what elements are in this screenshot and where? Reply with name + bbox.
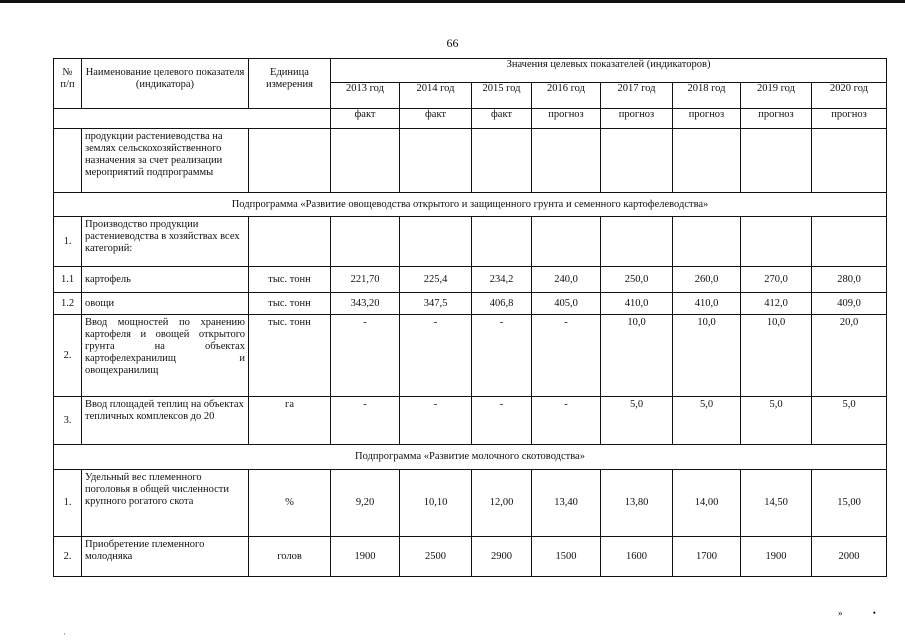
row-value-2014-год: - <box>400 397 472 445</box>
header-row-1 <box>54 59 887 83</box>
continuation-text: продукции растениеводства на землях сельскохозяйственного назначения за счет реализации мероприятий подпрограммы <box>82 129 249 193</box>
row-value-2013-год: 9,20 <box>331 470 400 537</box>
row-value-2014-год: 10,10 <box>400 470 472 537</box>
row-value-2015-год: 406,8 <box>472 293 532 315</box>
continuation-row <box>54 129 887 193</box>
header-name: Наименование целевого показателя (индикатора) <box>82 59 249 109</box>
section-title: Подпрограмма «Развитие овощеводства открытого и защищенного грунта и семенного картофелеводства» <box>54 193 887 217</box>
table-row <box>54 293 887 315</box>
row-value-2017-год: 410,0 <box>601 293 673 315</box>
row-value-2020-год: 15,00 <box>812 470 887 537</box>
header-type-4: прогноз <box>601 109 673 129</box>
row-value-2020-год: 5,0 <box>812 397 887 445</box>
row-value-2018-год: 1700 <box>673 537 741 577</box>
row-value-2018-год: 260,0 <box>673 267 741 293</box>
row-value-2017-год: 10,0 <box>601 315 673 397</box>
continuation-value-cell <box>601 129 673 193</box>
row-value-2016-год: - <box>532 397 601 445</box>
row-indicator-name: Ввод мощностей по хранению картофеля и овощей открытого грунта на объектах картофелехранилищ и овощехранилищ <box>82 315 249 397</box>
row-indicator-name: Приобретение племенного молодняка <box>82 537 249 577</box>
row-value-2015-год: - <box>472 315 532 397</box>
row-value-2019-год: 1900 <box>741 537 812 577</box>
row-value-2019-год: 412,0 <box>741 293 812 315</box>
header-types-spacer <box>54 109 331 129</box>
indicators-table <box>53 58 887 577</box>
row-value-2016-год <box>532 217 601 267</box>
continuation-unit <box>249 129 331 193</box>
header-year-1: 2014 год <box>400 83 472 109</box>
header-type-7: прогноз <box>812 109 887 129</box>
row-unit: тыс. тонн <box>249 267 331 293</box>
row-value-2020-год: 20,0 <box>812 315 887 397</box>
row-value-2014-год: - <box>400 315 472 397</box>
row-number: 2. <box>54 315 82 397</box>
row-value-2019-год: 270,0 <box>741 267 812 293</box>
header-year-4: 2017 год <box>601 83 673 109</box>
header-type-6: прогноз <box>741 109 812 129</box>
table-row <box>54 315 887 397</box>
row-value-2016-год: 405,0 <box>532 293 601 315</box>
row-unit: тыс. тонн <box>249 315 331 397</box>
footer-marks: » • <box>838 608 890 618</box>
row-value-2013-год <box>331 217 400 267</box>
header-values-group: Значения целевых показателей (индикаторов) <box>331 59 887 83</box>
row-value-2018-год: 5,0 <box>673 397 741 445</box>
row-value-2016-год: 13,40 <box>532 470 601 537</box>
row-value-2013-год: - <box>331 315 400 397</box>
header-year-5: 2018 год <box>673 83 741 109</box>
header-type-2: факт <box>472 109 532 129</box>
row-value-2017-год: 5,0 <box>601 397 673 445</box>
row-number: 1.1 <box>54 267 82 293</box>
row-value-2018-год: 14,00 <box>673 470 741 537</box>
row-value-2020-год: 280,0 <box>812 267 887 293</box>
header-num: № п/п <box>54 59 82 109</box>
row-value-2013-год: 343,20 <box>331 293 400 315</box>
continuation-value-cell <box>812 129 887 193</box>
row-unit: % <box>249 470 331 537</box>
row-value-2014-год: 225,4 <box>400 267 472 293</box>
row-number: 1.2 <box>54 293 82 315</box>
header-type-1: факт <box>400 109 472 129</box>
row-value-2018-год <box>673 217 741 267</box>
row-number: 1. <box>54 217 82 267</box>
page-number: 66 <box>446 36 459 50</box>
continuation-value-cell <box>532 129 601 193</box>
row-value-2014-год: 347,5 <box>400 293 472 315</box>
row-value-2020-год: 409,0 <box>812 293 887 315</box>
header-year-0: 2013 год <box>331 83 400 109</box>
table-row <box>54 397 887 445</box>
row-value-2020-год: 2000 <box>812 537 887 577</box>
row-value-2016-год: - <box>532 315 601 397</box>
row-value-2019-год: 10,0 <box>741 315 812 397</box>
row-value-2015-год: 12,00 <box>472 470 532 537</box>
continuation-value-cell <box>331 129 400 193</box>
header-year-7: 2020 год <box>812 83 887 109</box>
header-type-0: факт <box>331 109 400 129</box>
row-unit: тыс. тонн <box>249 293 331 315</box>
row-indicator-name: овощи <box>82 293 249 315</box>
top-rule <box>0 0 905 3</box>
row-value-2015-год: 234,2 <box>472 267 532 293</box>
row-value-2014-год: 2500 <box>400 537 472 577</box>
continuation-value-cell <box>673 129 741 193</box>
row-unit: голов <box>249 537 331 577</box>
row-number: 3. <box>54 397 82 445</box>
row-indicator-name: Производство продукции растениеводства в хозяйствах всех категорий: <box>82 217 249 267</box>
footer-tick: · <box>63 630 66 639</box>
continuation-value-cell <box>400 129 472 193</box>
table-row <box>54 267 887 293</box>
table-row <box>54 470 887 537</box>
table-row <box>54 217 887 267</box>
row-value-2013-год: 221,70 <box>331 267 400 293</box>
row-indicator-name: Удельный вес племенного поголовья в общей численности крупного рогатого скота <box>82 470 249 537</box>
row-unit <box>249 217 331 267</box>
row-value-2016-год: 240,0 <box>532 267 601 293</box>
row-value-2015-год: 2900 <box>472 537 532 577</box>
section-header-row <box>54 193 887 217</box>
continuation-num <box>54 129 82 193</box>
row-value-2019-год: 14,50 <box>741 470 812 537</box>
row-value-2014-год <box>400 217 472 267</box>
header-types-row <box>54 109 887 129</box>
row-value-2013-год: 1900 <box>331 537 400 577</box>
row-indicator-name: Ввод площадей теплиц на объектах тепличных комплексов до 20 <box>82 397 249 445</box>
row-value-2017-год <box>601 217 673 267</box>
row-value-2013-год: - <box>331 397 400 445</box>
header-year-3: 2016 год <box>532 83 601 109</box>
table-row <box>54 537 887 577</box>
continuation-value-cell <box>472 129 532 193</box>
row-indicator-name: картофель <box>82 267 249 293</box>
header-unit: Единица измерения <box>249 59 331 109</box>
header-type-3: прогноз <box>532 109 601 129</box>
row-value-2019-год: 5,0 <box>741 397 812 445</box>
row-value-2016-год: 1500 <box>532 537 601 577</box>
row-number: 1. <box>54 470 82 537</box>
section-title: Подпрограмма «Развитие молочного скотоводства» <box>54 445 887 470</box>
row-value-2019-год <box>741 217 812 267</box>
row-number: 2. <box>54 537 82 577</box>
header-year-2: 2015 год <box>472 83 532 109</box>
continuation-value-cell <box>741 129 812 193</box>
row-value-2015-год <box>472 217 532 267</box>
row-value-2018-год: 410,0 <box>673 293 741 315</box>
row-value-2020-год <box>812 217 887 267</box>
row-value-2017-год: 1600 <box>601 537 673 577</box>
row-value-2017-год: 13,80 <box>601 470 673 537</box>
header-year-6: 2019 год <box>741 83 812 109</box>
section-header-row <box>54 445 887 470</box>
row-unit: га <box>249 397 331 445</box>
row-value-2017-год: 250,0 <box>601 267 673 293</box>
header-type-5: прогноз <box>673 109 741 129</box>
row-value-2018-год: 10,0 <box>673 315 741 397</box>
row-value-2015-год: - <box>472 397 532 445</box>
